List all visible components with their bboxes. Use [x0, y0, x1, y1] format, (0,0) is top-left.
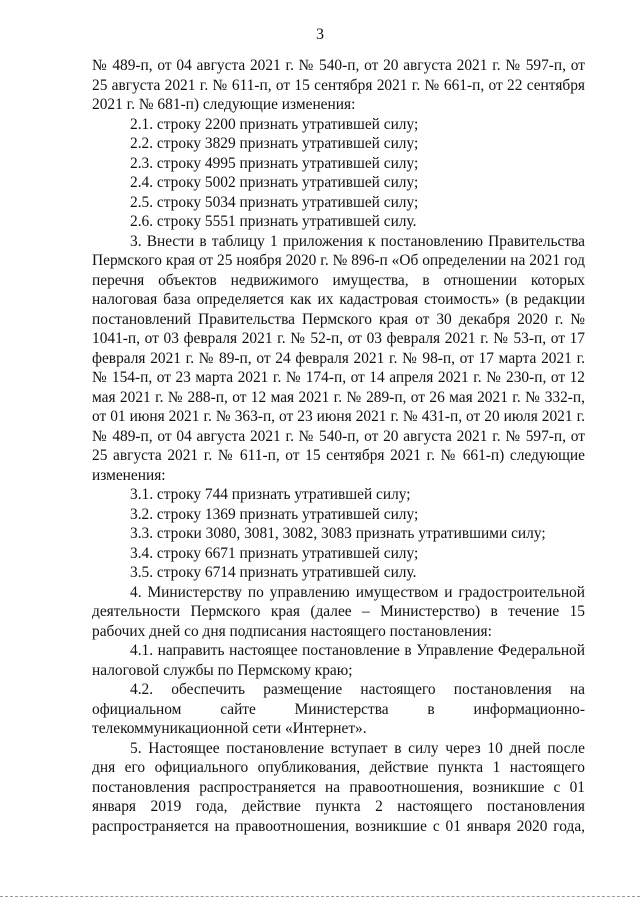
document-body [92, 56, 585, 836]
list-item-2-2: 2.2. строку 3829 признать утратившей силу; [130, 135, 419, 152]
list-item-3-1: 3.1. строку 744 признать утратившей силу; [130, 486, 411, 503]
paragraph-item-5: 5. Настоящее постановление вступает в силу через 10 дней после дня его официального опубликования, действие пункта 1 настоящего постановления распространяется на правоотношения, возникшие с 01 января 2019 года, действие пункта 2 настоящего постановления распространяется на правоотношения, возникшие с 01 января 2020 года, [92, 739, 585, 835]
list-item-2-3: 2.3. строку 4995 признать утратившей силу; [130, 154, 419, 172]
list-item-2-6: 2.6. строку 5551 признать утратившей силу. [130, 213, 417, 230]
list-item-2-5: 2.5. строку 5034 признать утратившей силу; [130, 193, 419, 211]
list-item-3-2: 3.2. строку 1369 признать утратившей силу; [130, 505, 419, 523]
list-item-4-2: 4.2. обеспечить размещение настоящего постановления на официальном сайте Министерства в информационно-телекоммуникационной сети «Интернет». [92, 681, 585, 737]
list-item-4-1: 4.1. направить настоящее постановление в Управление Федеральной налоговой службы по Пермскому краю; [92, 642, 585, 679]
paragraph-item-4: 4. Министерству по управлению имуществом и градостроительной деятельности Пермского края (далее – Министерство) в течение 15 рабочих дней со дня подписания настоящего постановления: [92, 583, 585, 640]
list-item-3-5: 3.5. строку 6714 признать утратившей силу. [130, 564, 417, 581]
page-number: 3 [316, 26, 324, 43]
page-bottom-divider [0, 896, 640, 897]
list-item-2-1: 2.1. строку 2200 признать утратившей силу; [130, 115, 419, 133]
list-item-3-3: 3.3. строки 3080, 3081, 3082, 3083 признать утратившими силу; [130, 525, 546, 542]
paragraph-item-3: 3. Внести в таблицу 1 приложения к постановлению Правительства Пермского края от 25 ноября 2020 г. № 896-п «Об определении на 2021 год перечня объектов недвижимого имущества, в отношении которых налоговая база определяется как их кадастровая стоимость» (в редакции постановлений Правительства Пермского края от 30 декабря 2020 г. № 1041-п, от 03 февраля 2021 г. № 52-п, от 03 февраля 2021 г. № 53-п, от 17 февраля 2021 г. № 89-п, от 24 февраля 2021 г. № 98-п, от 17 марта 2021 г. № 154-п, от 23 марта 2021 г. № 174-п, от 14 апреля 2021 г. № 230-п, от 12 мая 2021 г. № 288-п, от 12 мая 2021 г. № 289-п, от 26 мая 2021 г. № 332-п, от 01 июня 2021 г. № 363-п, от 23 июня 2021 г. № 431-п, от 20 июля 2021 г. № 489-п, от 04 августа 2021 г. № 540-п, от 20 августа 2021 г. № 597-п, от 25 августа 2021 г. № 611-п, от 15 сентября 2021 г. № 661-п) следующие изменения: [92, 232, 585, 484]
list-item-3-4: 3.4. строку 6671 признать утратившей силу; [130, 544, 419, 562]
paragraph-continuation: № 489-п, от 04 августа 2021 г. № 540-п, от 20 августа 2021 г. № 597-п, от 25 августа 2021 г. № 611-п, от 15 сентября 2021 г. № 661-п, от 22 сентября 2021 г. № 681-п) следующие изменения: [92, 57, 585, 113]
list-item-2-4: 2.4. строку 5002 признать утратившей силу; [130, 174, 419, 191]
